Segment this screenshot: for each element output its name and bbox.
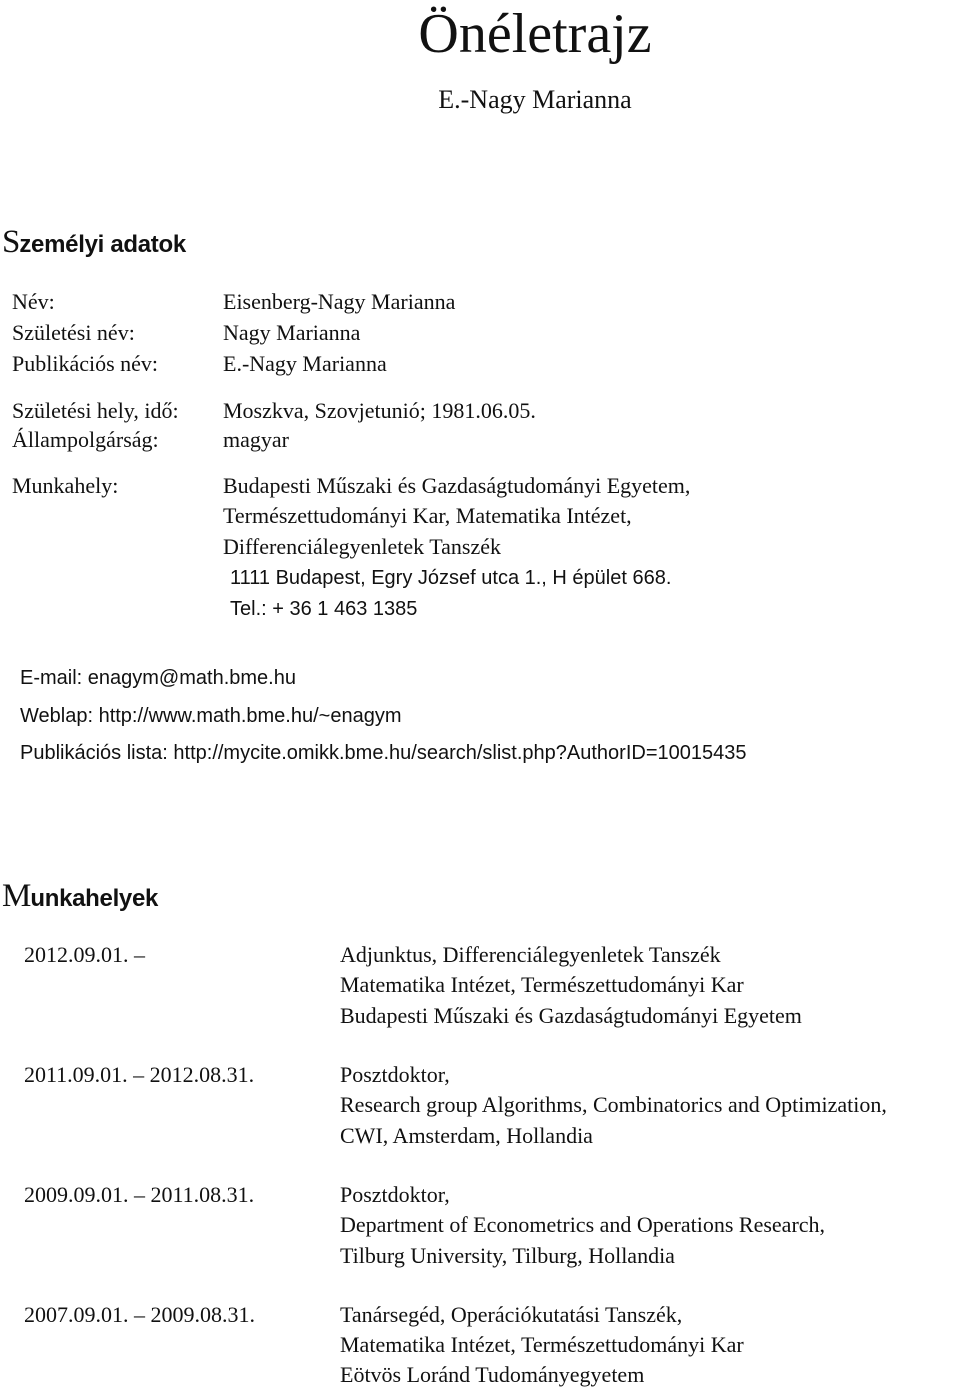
label-workplace: Munkahely: [12, 473, 119, 498]
value-birth-place-date: Moszkva, Szovjetunió; 1981.06.05. [223, 398, 536, 423]
page-title: Önéletrajz [418, 3, 652, 65]
workplace-line: Természettudományi Kar, Matematika Intézet, [223, 503, 632, 528]
section-heading-personal [2, 226, 186, 261]
job-line: Eötvös Loránd Tudományegyetem [340, 1362, 645, 1387]
job-line: Adjunktus, Differenciálegyenletek Tanszék [340, 942, 721, 967]
label-birth-place-date: Születési hely, idő: [12, 398, 179, 423]
job-line: Matematika Intézet, Természettudományi Kar [340, 972, 744, 997]
value-citizenship: magyar [223, 427, 289, 452]
workplace-line: Differenciálegyenletek Tanszék [223, 534, 502, 559]
heading-initial: M [2, 878, 31, 914]
workplace-address: 1111 Budapest, Egry József utca 1., H épület 668. [230, 567, 672, 589]
job-date: 2012.09.01. – [24, 942, 145, 967]
value-name: Eisenberg-Nagy Marianna [223, 289, 456, 314]
heading-initial: S [2, 224, 20, 260]
workplace-phone: Tel.: + 36 1 463 1385 [230, 598, 418, 620]
job-line: Posztdoktor, [340, 1062, 450, 1087]
job-line: Posztdoktor, [340, 1182, 450, 1207]
job-line: Matematika Intézet, Természettudományi Kar [340, 1332, 744, 1357]
heading-rest: zemélyi adatok [19, 231, 186, 258]
contact-publication-list: Publikációs lista: http://mycite.omikk.bme.hu/search/slist.php?AuthorID=10015435 [20, 742, 747, 764]
contact-weblap: Weblap: http://www.math.bme.hu/~enagym [20, 705, 402, 727]
label-name: Név: [12, 289, 55, 314]
contact-email: E-mail: enagym@math.bme.hu [20, 667, 296, 689]
job-date: 2007.09.01. – 2009.08.31. [24, 1302, 255, 1327]
job-line: Tanársegéd, Operációkutatási Tanszék, [340, 1302, 683, 1327]
job-line: Budapesti Műszaki és Gazdaságtudományi Egyetem [340, 1003, 802, 1028]
job-line: Tilburg University, Tilburg, Hollandia [340, 1243, 675, 1268]
value-birth-name: Nagy Marianna [223, 320, 361, 345]
label-citizenship: Állampolgárság: [12, 427, 159, 452]
author-name: E.-Nagy Marianna [438, 85, 632, 114]
label-birth-name: Születési név: [12, 320, 135, 345]
section-heading-jobs [2, 880, 158, 915]
job-line: Department of Econometrics and Operations Research, [340, 1212, 826, 1237]
heading-rest: unkahelyek [30, 885, 159, 912]
job-line: Research group Algorithms, Combinatorics and Optimization, [340, 1092, 887, 1117]
job-line: CWI, Amsterdam, Hollandia [340, 1123, 593, 1148]
workplace-line: Budapesti Műszaki és Gazdaságtudományi Egyetem, [223, 473, 691, 498]
job-date: 2011.09.01. – 2012.08.31. [24, 1062, 255, 1087]
job-date: 2009.09.01. – 2011.08.31. [24, 1182, 255, 1207]
value-publication-name: E.-Nagy Marianna [223, 351, 387, 376]
label-publication-name: Publikációs név: [12, 351, 159, 376]
